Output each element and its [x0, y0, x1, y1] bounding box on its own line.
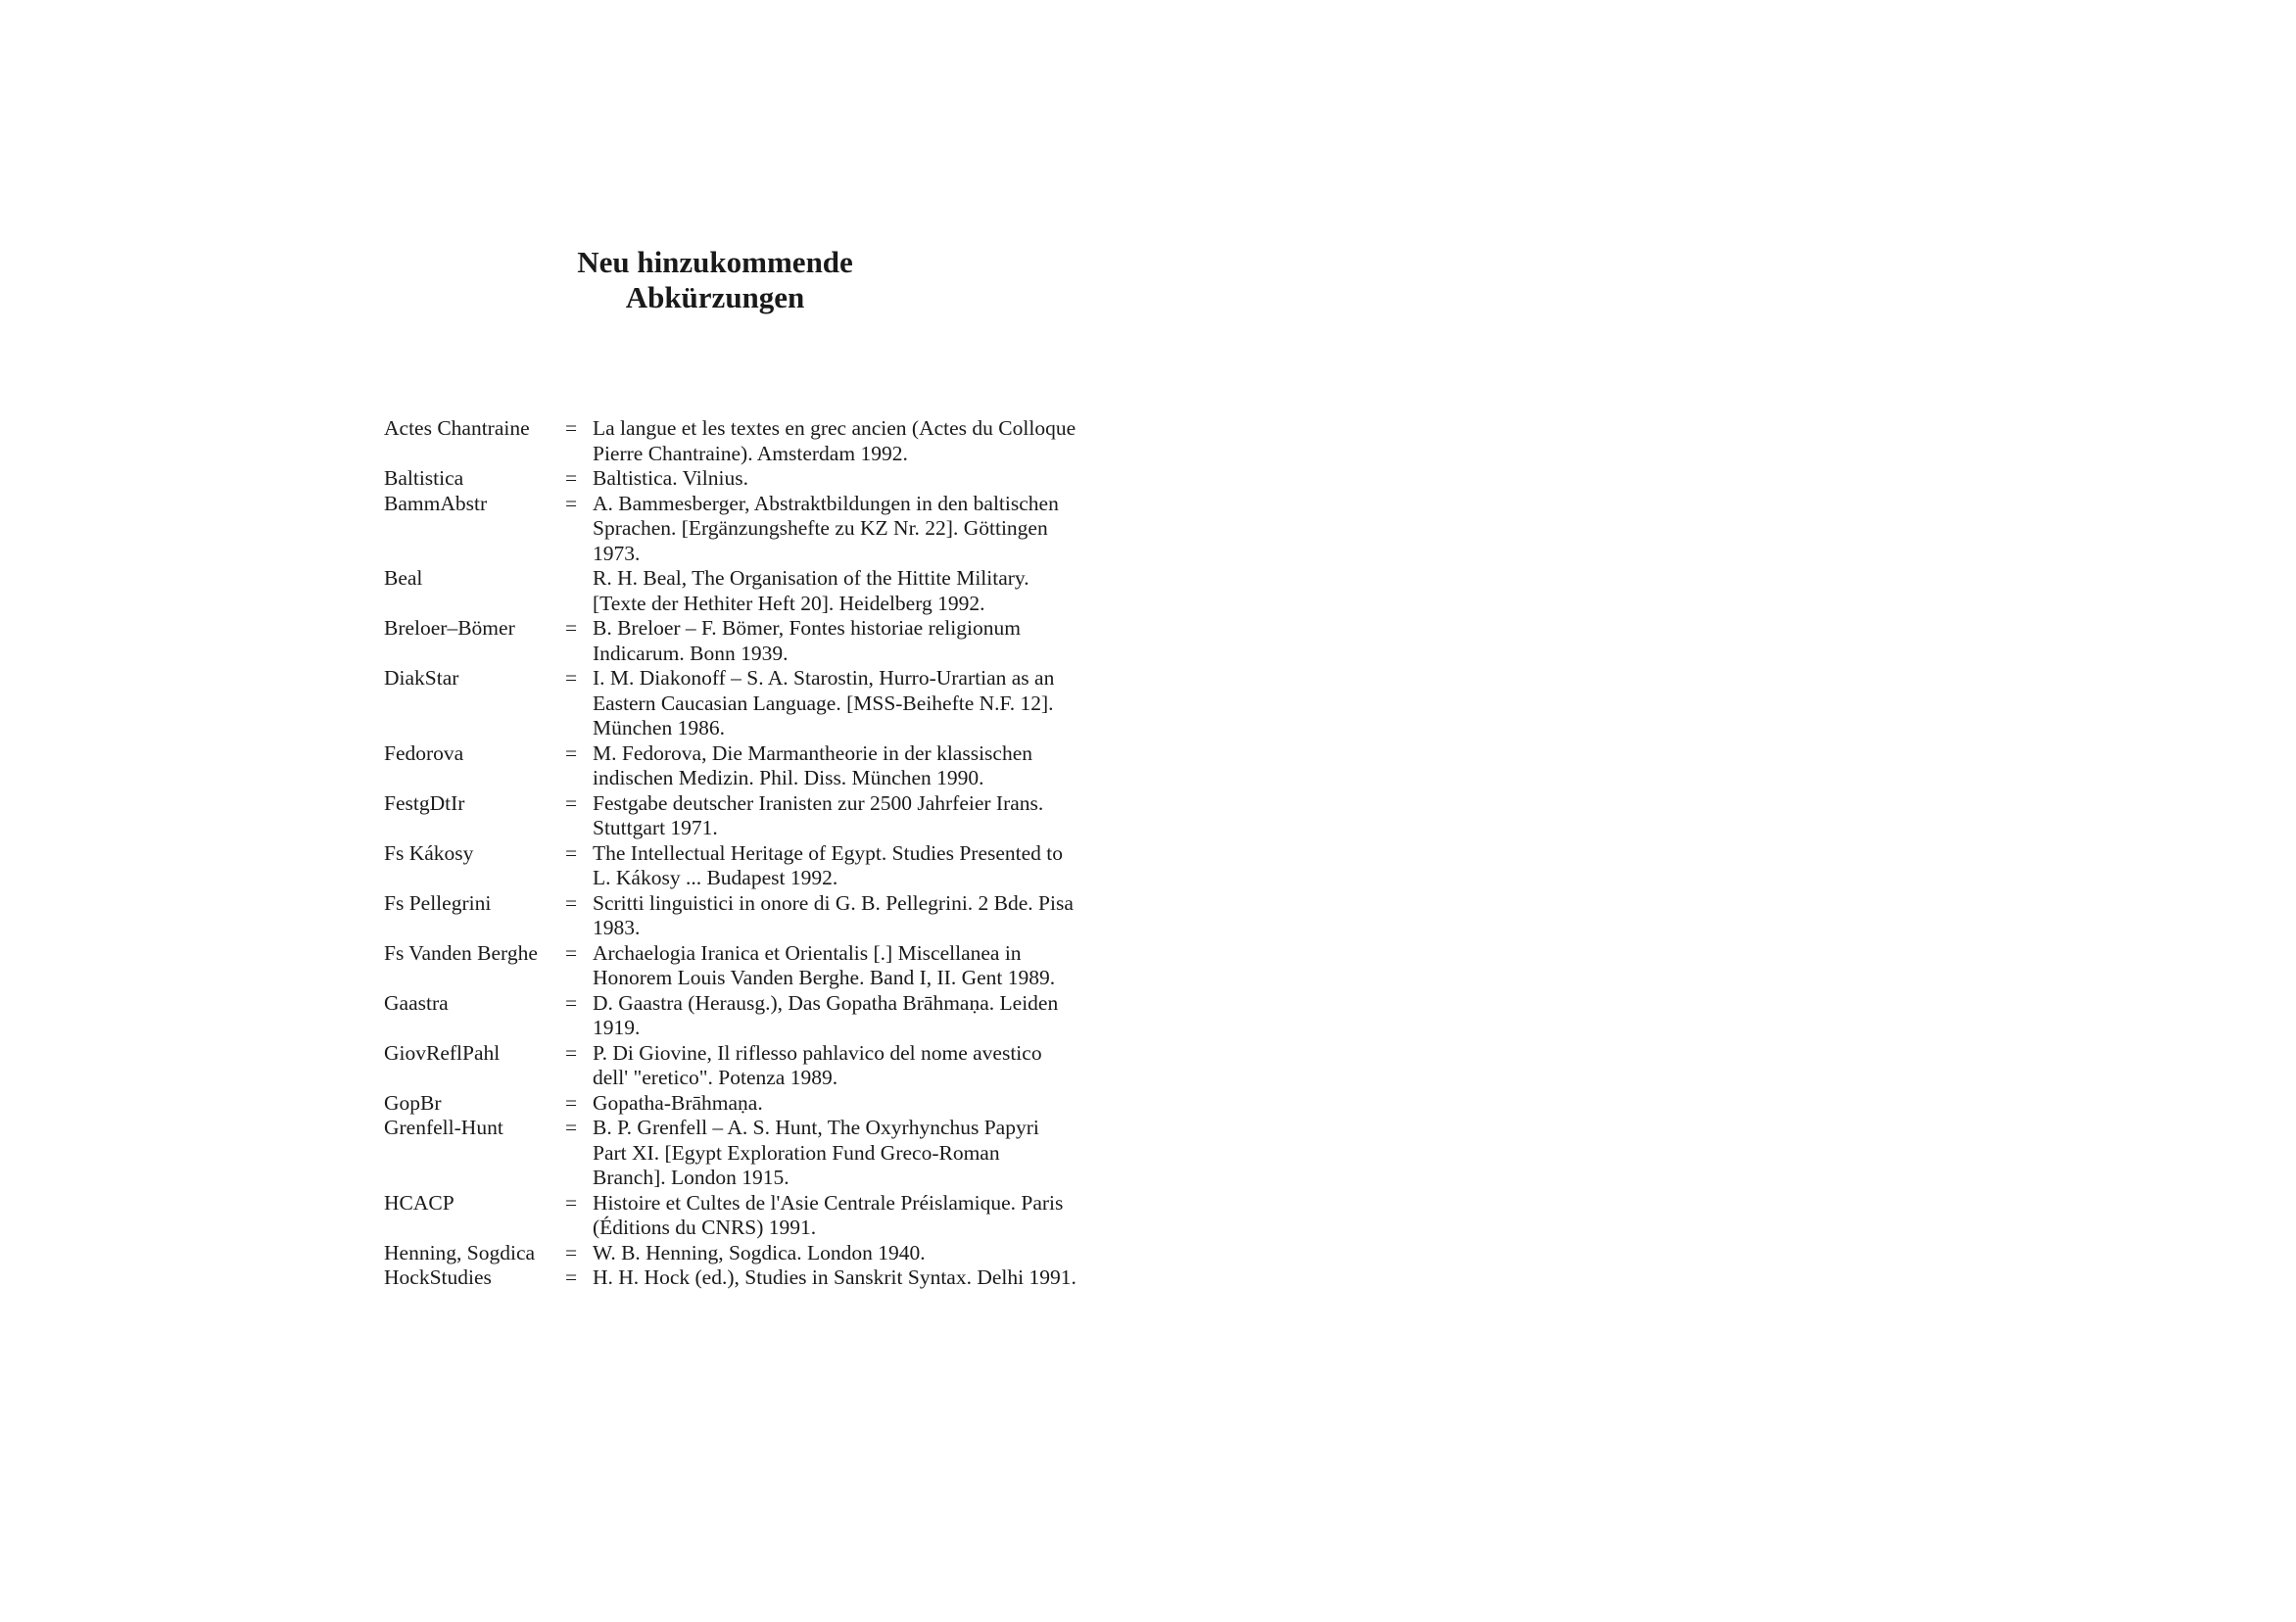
- abbreviation-row: [384, 466, 1089, 492]
- abbreviation-row: [384, 791, 1089, 841]
- abbreviation-row: [384, 991, 1089, 1041]
- abbreviation-definition: Histoire et Cultes de l'Asie Centrale Préislamique. Paris (Éditions du CNRS) 1991.: [593, 1190, 1064, 1239]
- abbreviation-key: Actes Chantraine: [384, 416, 530, 440]
- abbreviation-definition: W. B. Henning, Sogdica. London 1940.: [593, 1240, 926, 1264]
- abbreviation-key: Fs Pellegrini: [384, 890, 492, 915]
- abbreviation-row: [384, 941, 1089, 991]
- abbreviation-key: GopBr: [384, 1090, 442, 1115]
- abbreviation-definition: Scritti linguistici in onore di G. B. Pellegrini. 2 Bde. Pisa 1983.: [593, 890, 1074, 939]
- abbreviation-row: [384, 566, 1089, 616]
- abbreviation-row: [384, 1116, 1089, 1191]
- abbreviation-definition: The Intellectual Heritage of Egypt. Studies Presented to L. Kákosy ... Budapest 1992.: [593, 840, 1064, 889]
- abbreviation-key: Henning, Sogdica: [384, 1240, 536, 1264]
- abbreviation-row: [384, 1265, 1089, 1291]
- abbreviation-equals: =: [565, 1090, 578, 1115]
- abbreviation-equals: =: [565, 466, 578, 490]
- abbreviation-definition: B. P. Grenfell – A. S. Hunt, The Oxyrhynchus Papyri Part XI. [Egypt Exploration Fund Greco-Roman Branch]. London 1915.: [593, 1116, 1039, 1189]
- abbreviation-definition: P. Di Giovine, Il riflesso pahlavico del nome avestico dell' "eretico". Potenza 1989.: [593, 1040, 1042, 1089]
- abbreviation-row: [384, 1241, 1089, 1266]
- abbreviation-equals: =: [565, 416, 578, 440]
- abbreviation-definition: La langue et les textes en grec ancien (Actes du Colloque Pierre Chantraine). Amsterdam 1992.: [593, 416, 1076, 465]
- abbreviation-equals: =: [565, 1040, 578, 1065]
- abbreviation-definition: R. H. Beal, The Organisation of the Hittite Military. [Texte der Hethiter Heft 20]. Heidelberg 1992.: [593, 566, 1029, 615]
- abbreviation-equals: =: [565, 890, 578, 915]
- abbreviation-definition: Gopatha-Brāhmaṇa.: [593, 1090, 763, 1115]
- abbreviation-row: [384, 1041, 1089, 1091]
- abbreviation-definition: M. Fedorova, Die Marmantheorie in der klassischen indischen Medizin. Phil. Diss. München 1990.: [593, 740, 1032, 789]
- abbreviation-definition: B. Breloer – F. Bömer, Fontes historiae religionum Indicarum. Bonn 1939.: [593, 616, 1021, 665]
- abbreviation-equals: =: [565, 491, 578, 515]
- abbreviation-definition: Archaelogia Iranica et Orientalis [.] Miscellanea in Honorem Louis Vanden Berghe. Band I, II. Gent 1989.: [593, 940, 1056, 989]
- abbreviation-key: FestgDtIr: [384, 790, 465, 815]
- abbreviation-key: Fedorova: [384, 740, 464, 765]
- abbreviation-key: Gaastra: [384, 990, 449, 1015]
- abbreviation-equals: =: [565, 790, 578, 815]
- abbreviation-equals: =: [565, 1190, 578, 1215]
- abbreviation-key: BammAbstr: [384, 491, 488, 515]
- abbreviation-equals: =: [565, 1240, 578, 1264]
- abbreviation-definition: A. Bammesberger, Abstraktbildungen in den baltischen Sprachen. [Ergänzungshefte zu KZ Nr. 22]. Göttingen 1973.: [593, 491, 1059, 565]
- abbreviation-definition: D. Gaastra (Herausg.), Das Gopatha Brāhmaṇa. Leiden 1919.: [593, 990, 1059, 1039]
- abbreviation-definition: I. M. Diakonoff – S. A. Starostin, Hurro-Urartian as an Eastern Caucasian Language. [MSS-Beihefte N.F. 12]. München 1986.: [593, 666, 1055, 739]
- abbreviation-definition: H. H. Hock (ed.), Studies in Sanskrit Syntax. Delhi 1991.: [593, 1265, 1076, 1289]
- abbreviation-row: [384, 841, 1089, 891]
- abbreviation-key: Fs Vanden Berghe: [384, 940, 538, 965]
- right-page: [1148, 0, 2296, 1622]
- abbreviation-equals: =: [565, 1116, 578, 1139]
- abbreviation-key: Beal: [384, 566, 423, 590]
- abbreviation-key: GiovReflPahl: [384, 1040, 501, 1065]
- abbreviation-key: Breloer–Bömer: [384, 616, 515, 640]
- abbreviation-row: [384, 416, 1089, 466]
- abbreviation-key: Fs Kákosy: [384, 840, 474, 865]
- abbreviation-key: HockStudies: [384, 1265, 492, 1289]
- abbreviation-definition: Festgabe deutscher Iranisten zur 2500 Jahrfeier Irans. Stuttgart 1971.: [593, 790, 1044, 839]
- abbreviation-key: HCACP: [384, 1190, 454, 1215]
- abbreviation-row: [384, 616, 1089, 666]
- abbreviation-equals: =: [565, 740, 578, 765]
- page-title: Neu hinzukommende Abkürzungen: [577, 245, 853, 314]
- abbreviation-row: [384, 1191, 1089, 1241]
- abbreviation-equals: =: [565, 840, 578, 865]
- abbreviation-list: [384, 416, 1089, 1291]
- abbreviation-equals: =: [565, 1265, 578, 1289]
- abbreviation-equals: =: [565, 666, 578, 690]
- abbreviation-equals: =: [565, 940, 578, 965]
- abbreviation-row: [384, 891, 1089, 941]
- abbreviation-row: [384, 492, 1089, 567]
- abbreviation-definition: Baltistica. Vilnius.: [593, 466, 748, 490]
- abbreviation-row: [384, 666, 1089, 741]
- abbreviation-row: [384, 1091, 1089, 1117]
- abbreviation-equals: =: [565, 990, 578, 1015]
- abbreviation-key: Baltistica: [384, 466, 464, 490]
- abbreviation-row: [384, 741, 1089, 791]
- abbreviation-key: Grenfell-Hunt: [384, 1116, 503, 1139]
- abbreviation-key: DiakStar: [384, 666, 459, 690]
- abbreviation-equals: =: [565, 616, 578, 640]
